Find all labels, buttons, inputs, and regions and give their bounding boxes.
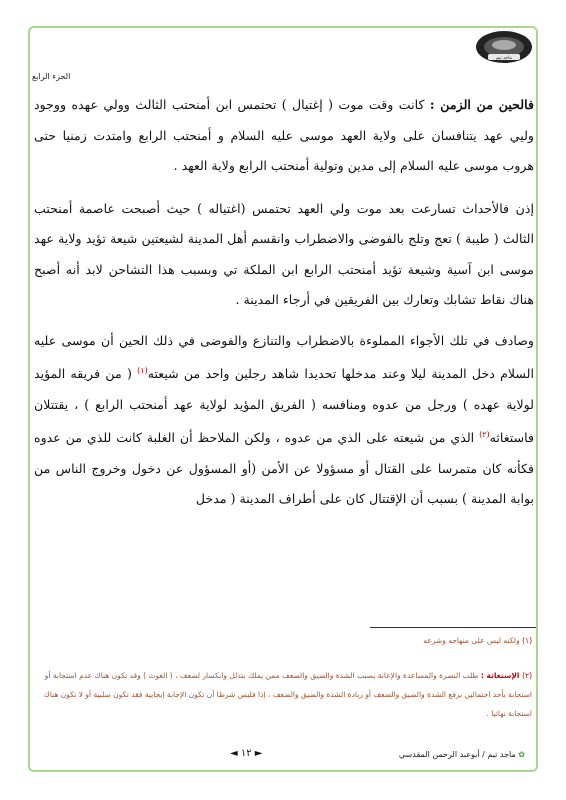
footnote-number: (١) xyxy=(522,636,532,645)
footnote-text: طلب النصرة والمساعدة والإعانة بسبب الشدة والضيق والضعف ممن يملك بتذلل وانكسار لضعف ، ( الغوث ) وقد تكون هناك عدم استجابة أو استجابة بأحد احتمالين برفع الشدة والضيق والضعف أو زيادة الشدة والضيق والضعف ، إذا فليس شرطا أن تكون الإجابة إيجابية فقد تكون سلبية أو لا تكون هناك استجابة نهائيا . xyxy=(43,671,532,718)
footnote-divider xyxy=(370,627,536,628)
paragraph-3 xyxy=(34,326,534,515)
author-name: ماجد تيم / أبوعبد الرحمن المقدسي xyxy=(398,750,516,759)
logo-text: ماجد تيم xyxy=(496,56,512,61)
page-number: ◄ ١٢ ► xyxy=(230,748,263,759)
footnote-text: ولكنه ليس على منهاجه وشرعه xyxy=(423,636,523,645)
paragraph-2: إذن فالأحداث تسارعت بعد موت ولي العهد تحتمس (اغتياله ) حيث أصبحت عاصمة أمنحتب الثالث ( طيبة ) تعج وتلج بالفوضى والاضطراب وانقسم أهل المدينة لشيعتين شيعة تؤيد ولاية عهد موسى ابن آسية وشيعة تؤيد أمنحتب الرابع ابن الملكة تي وبسبب هذا التشاحن لابد أنه أصبح هناك نقاط تشابك وتعارك بين الفريقين في أرجاء المدينة . xyxy=(34,200,534,307)
footnote-heading: الإستغاثة : xyxy=(480,671,523,680)
logo xyxy=(474,28,534,66)
footnote-ref-2[interactable]: (٢) xyxy=(479,430,490,440)
footnote-2 xyxy=(36,666,532,723)
author-credit xyxy=(395,750,525,759)
paragraph-segment: وصادف في تلك الأجواء المملوءة بالاضطراب والتنازع والفوضى في ذلك الحين أن موسى عليه السلام دخل المدينة ليلا وعند مدخلها تحديدا شاهد رجلين واحد من شيعته xyxy=(34,332,534,382)
paragraph-segment: الذي من شيعته على الذي من عدوه ، ولكن الملاحظ أن الغلبة كانت للذي من عدوه فكأنه كان متمرسا على القتال أو مسؤولا عن الأمن (أو المسؤول عن دخول وخروج الناس من بوابة المدينة ) بسبب أن الإقتتال كان على أطراف المدينة ( مدخل xyxy=(34,430,534,507)
main-text xyxy=(34,90,534,515)
paragraph-lead: فالحين من الزمن : xyxy=(429,97,534,112)
paragraph-segment: ( من فريقه المؤيد لولاية عهده ) ورجل من عدوه ومنافسه ( الفريق المؤيد لولاية عهد أمنحتب الرابع ) ، يقتتلان فاستغاثه xyxy=(34,366,534,446)
footnote-ref-1[interactable]: (١) xyxy=(137,366,148,375)
footnote-1 xyxy=(36,636,532,645)
paragraph-1 xyxy=(34,90,534,182)
leaf-icon: ✿ xyxy=(518,750,525,759)
paragraph-text: كانت وقت موت ( إغتيال ) تحتمس ابن أمنحتب الثالث وولي عهده ووجود وليي عهد يتنافسان على ولاية العهد موسى عليه السلام و أمنحتب الرابع وامتدت زمنيا حتى هروب موسى عليه السلام إلى مدين وتولية أمنحتب الرابع ولاية العهد . xyxy=(34,97,534,173)
part-label: الجزء الرابع xyxy=(32,72,71,81)
footnote-number: (٢) xyxy=(522,671,532,680)
